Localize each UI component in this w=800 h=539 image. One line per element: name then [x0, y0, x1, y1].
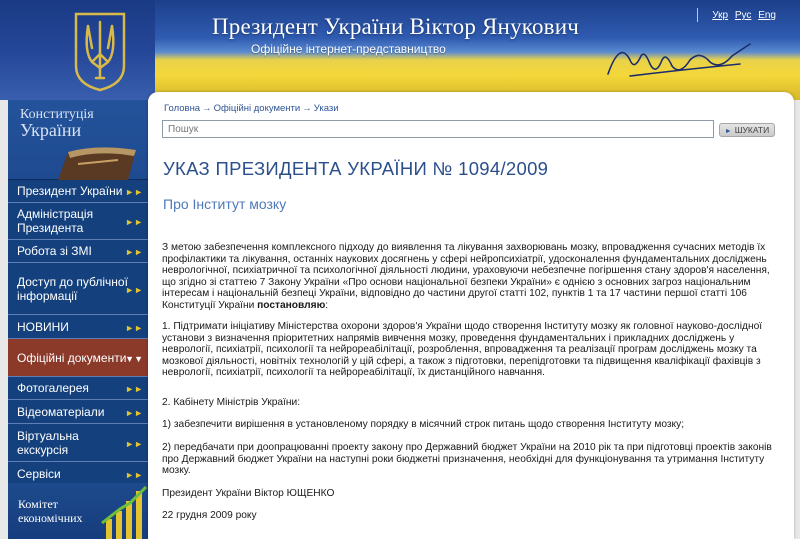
breadcrumb-arrow-icon: →: [202, 103, 212, 114]
site-title: Президент України Віктор Янукович: [212, 14, 580, 39]
chevron-right-icon: ►►: [125, 407, 143, 418]
sidebar-item-label: Віртуальна екскурсія: [17, 428, 79, 457]
document-point-2-1: 1) забезпечити вирішення в установленому порядку в місячний строк питань щодо створення Інституту мозку;: [162, 419, 685, 430]
komitet-label: Комітет: [18, 497, 58, 511]
chevron-right-icon: ►►: [125, 438, 143, 449]
sidebar-item-administration[interactable]: [8, 203, 148, 240]
lang-eng-link[interactable]: Eng: [758, 10, 776, 21]
breadcrumb: [164, 103, 339, 114]
sidebar-item-label: Президент України: [17, 184, 123, 198]
breadcrumb-arrow-icon: →: [302, 103, 312, 114]
sidebar-item-virtual-tour[interactable]: [8, 424, 148, 462]
page-subtitle: Про Інститут мозку: [163, 196, 287, 212]
page-title: УКАЗ ПРЕЗИДЕНТА УКРАЇНИ № 1094/2009: [163, 158, 549, 179]
chevron-right-icon: ►►: [125, 187, 143, 197]
intro-bold-text: постановляю: [257, 299, 326, 311]
search-button-label: ШУКАТИ: [734, 125, 770, 135]
sidebar-item-label: Відеоматеріали: [17, 404, 105, 419]
lang-rus-link[interactable]: Рус: [734, 10, 752, 21]
sidebar-item-label: Адміністрація Президента: [17, 207, 94, 235]
trident-emblem-icon: [70, 8, 130, 92]
economic-committee-banner[interactable]: [8, 483, 148, 539]
main-content: [148, 92, 794, 539]
sidebar-item-label: НОВИНИ: [17, 319, 69, 334]
sidebar-item-president[interactable]: [8, 180, 148, 203]
president-signature-icon: [600, 30, 760, 90]
chevron-right-icon: ►►: [125, 469, 143, 480]
search-arrow-icon: ►: [724, 128, 732, 135]
chevron-right-icon: ►►: [125, 247, 143, 257]
intro-end: :: [325, 299, 329, 311]
breadcrumb-official-docs-link[interactable]: Офіційні документи: [213, 103, 301, 114]
sidebar-item-label: Доступ до публічної інформації: [17, 274, 128, 303]
intro-text: З метою забезпечення комплексного підходу до виявлення та лікування захворювань мозку, впровадження сучасних методів їх профілактики та лікування, останніх наукових досягнень у сфері нейропсихіатрії, удосконалення фундаментальних досліджень неврологічної, психіатричної та психологічної діяльності людини, ураховуючи небезпечне погіршення стану здоров'я населення, що згідно зі статтею 7 Закону України «Про основи національної безпеки України» є однією з основних загроз національним інтересам і національній безпеці України, відповідно до частини другої статті 102, пунктів 1 та 17 частини першої статті 106 Конституції України: [162, 242, 770, 311]
document-date: 22 грудня 2009 року: [162, 510, 257, 521]
breadcrumb-home-link[interactable]: Головна: [164, 103, 201, 114]
language-divider: [697, 8, 698, 22]
sidebar-item-photogallery[interactable]: [8, 377, 148, 400]
sidebar-item-label: Фотогалерея: [17, 381, 89, 395]
chevron-right-icon: ►►: [125, 284, 143, 295]
search-button[interactable]: [719, 123, 775, 137]
constitution-book-icon: [48, 140, 144, 180]
constitution-banner[interactable]: [8, 100, 148, 180]
document-signature: Президент України Віктор ЮЩЕНКО: [162, 488, 335, 499]
document-intro: [162, 242, 772, 311]
language-switcher: [708, 10, 776, 21]
lang-ukr-link[interactable]: Укр: [712, 10, 729, 21]
sidebar-item-public-info[interactable]: [8, 263, 148, 315]
growth-chart-icon: [100, 483, 148, 539]
sidebar-item-official-documents[interactable]: [8, 339, 148, 377]
chevron-right-icon: ►►: [125, 384, 143, 394]
chevron-right-icon: ►►: [125, 217, 143, 227]
sidebar-item-news[interactable]: [8, 315, 148, 339]
constitution-label: Конституція: [20, 107, 94, 122]
sidebar-item-label: Сервіси: [17, 466, 61, 481]
sidebar-item-label: Робота зі ЗМІ: [17, 244, 92, 258]
site-subtitle: Офіційне інтернет-представництво: [251, 42, 446, 56]
document-point-1: 1. Підтримати ініціативу Міністерства охорони здоров'я України щодо створення Інституту мозку як головної науково-дослідної установи з визначення пріоритетних напрямів вивчення мозку, проведення фундаментальних і прикладних досліджень у неврології, психіатрії, психології та нейрореабілітації, розроблення, впровадження та реалізації програм досліджень мозку та мозкової діяльності, новітніх технологій у цій сфері, а також з підготовки, перепідготовки та підвищення кваліфікації фахівців з неврології, психіатрії, психології та нейрореабілітації, їх дистанційного навчання.: [162, 321, 763, 378]
constitution-label-country: України: [20, 120, 82, 140]
sidebar-item-video[interactable]: [8, 400, 148, 424]
chevron-down-icon: ▼▼: [125, 353, 143, 364]
document-point-2-2: 2) передбачати при доопрацюванні проекту закону про Державний бюджет України на 2010 рік та при підготовці проектів законів про Державний бюджет України на наступні роки бюджетні призначення, необхідні для функціонування та утримання Інституту мозку.: [162, 442, 772, 476]
komitet-label-2: економічних: [18, 511, 83, 525]
search-input[interactable]: [162, 120, 714, 138]
chevron-right-icon: ►►: [125, 322, 143, 333]
site-header: [0, 0, 800, 100]
sidebar: [8, 100, 148, 539]
breadcrumb-decrees-link[interactable]: Укази: [313, 103, 339, 114]
sidebar-item-label: Офіційні документи: [17, 350, 127, 365]
sidebar-item-media[interactable]: [8, 240, 148, 263]
document-point-2: 2. Кабінету Міністрів України:: [162, 397, 301, 408]
